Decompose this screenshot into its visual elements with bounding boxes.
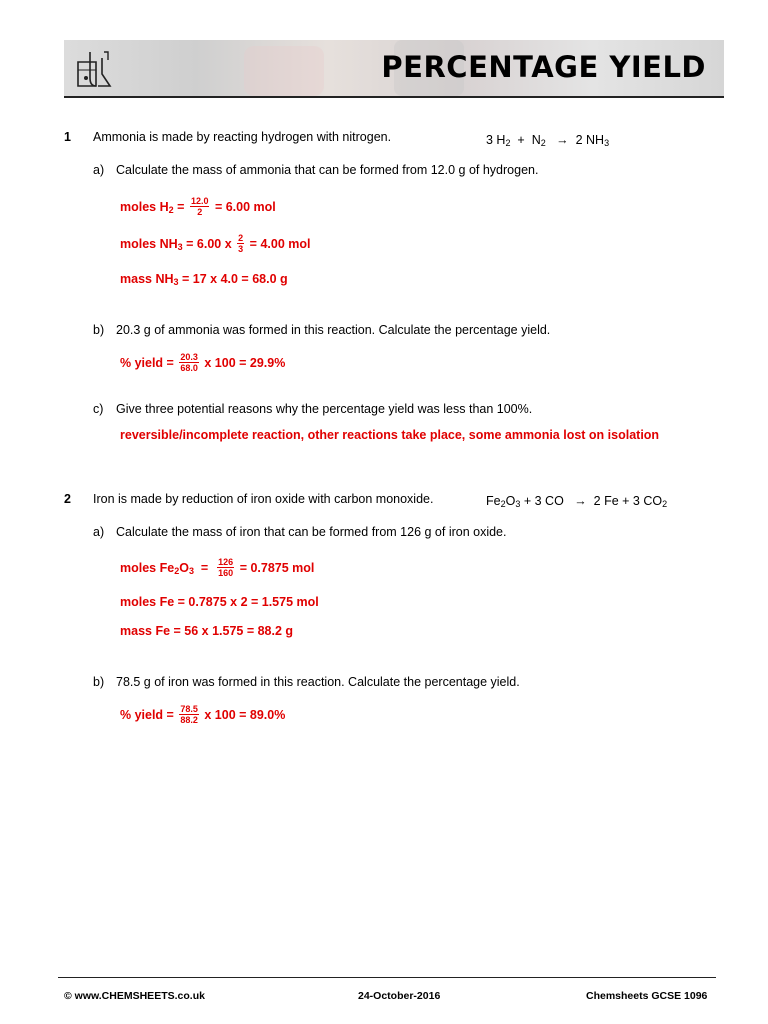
part-label: a)	[93, 163, 105, 177]
answer-line: mass Fe = 56 x 1.575 = 88.2 g	[120, 624, 294, 638]
part-text: Calculate the mass of ammonia that can be formed from 12.0 g of hydrogen.	[116, 163, 539, 177]
chemical-equation: 3 $H_2 + N_2$ → 2 $NH_3$	[486, 133, 610, 148]
fraction: $\frac{126}{160}$	[218, 557, 234, 578]
answer-line: mass $NH_3 = 17$ x 4.0 = 68.0 g	[120, 272, 288, 287]
banner-decoration	[244, 46, 324, 96]
question-text: Iron is made by reduction of iron oxide with carbon monoxide.	[93, 492, 434, 506]
answer-line: moles $Fe_2O_3$ = $\frac{126}{160}$ = 0.7875 mol	[120, 557, 315, 578]
part-text: Give three potential reasons why the percentage yield was less than 100%.	[116, 402, 533, 416]
footer-copyright: © www.CHEMSHEETS.co.uk	[64, 990, 205, 1002]
page-title: PERCENTAGE YIELD	[381, 50, 706, 84]
header-banner	[64, 40, 724, 98]
question-number: 2	[64, 492, 71, 506]
part-label: a)	[93, 525, 105, 539]
question-number: 1	[64, 130, 71, 144]
footer-date: 24-October-2016	[358, 990, 441, 1002]
answer-line: moles $NH_3 = 6.00$ x $\frac{2}{3}$ = 4.00 mol	[120, 233, 311, 254]
fraction: $\frac{2}{3}$	[238, 233, 244, 254]
lab-glassware-icon	[74, 48, 120, 90]
part-label: b)	[93, 675, 105, 689]
answer-line: moles $H_2$ = $\frac{12.0}{2}$ = 6.00 mol	[120, 196, 276, 217]
part-label: b)	[93, 323, 105, 337]
footer-sheet-id: Chemsheets GCSE 1096	[586, 990, 708, 1002]
part-label: c)	[93, 402, 104, 416]
part-text: 78.5 g of iron was formed in this reaction. Calculate the percentage yield.	[116, 675, 520, 689]
answer-line: % yield = $\frac{78.5}{88.2}$ x 100 = 89.0%	[120, 704, 286, 725]
answer-line: reversible/incomplete reaction, other reactions take place, some ammonia lost on isolation	[120, 428, 660, 442]
footer-divider	[58, 977, 716, 978]
part-text: Calculate the mass of iron that can be formed from 126 g of iron oxide.	[116, 525, 507, 539]
answer-line: % yield = $\frac{20.3}{68.0}$ x 100 = 29.9%	[120, 352, 286, 373]
fraction: $\frac{20.3}{68.0}$	[180, 352, 198, 373]
chemical-equation: $Fe_2O_3 + 3$ CO → 2 Fe + 3 $CO_2$	[486, 494, 668, 509]
part-text: 20.3 g of ammonia was formed in this reaction. Calculate the percentage yield.	[116, 323, 551, 337]
fraction: $\frac{12.0}{2}$	[190, 196, 209, 217]
fraction: $\frac{78.5}{88.2}$	[180, 704, 198, 725]
question-text: Ammonia is made by reacting hydrogen with nitrogen.	[93, 130, 392, 144]
answer-line: moles Fe = 0.7875 x 2 = 1.575 mol	[120, 595, 319, 609]
